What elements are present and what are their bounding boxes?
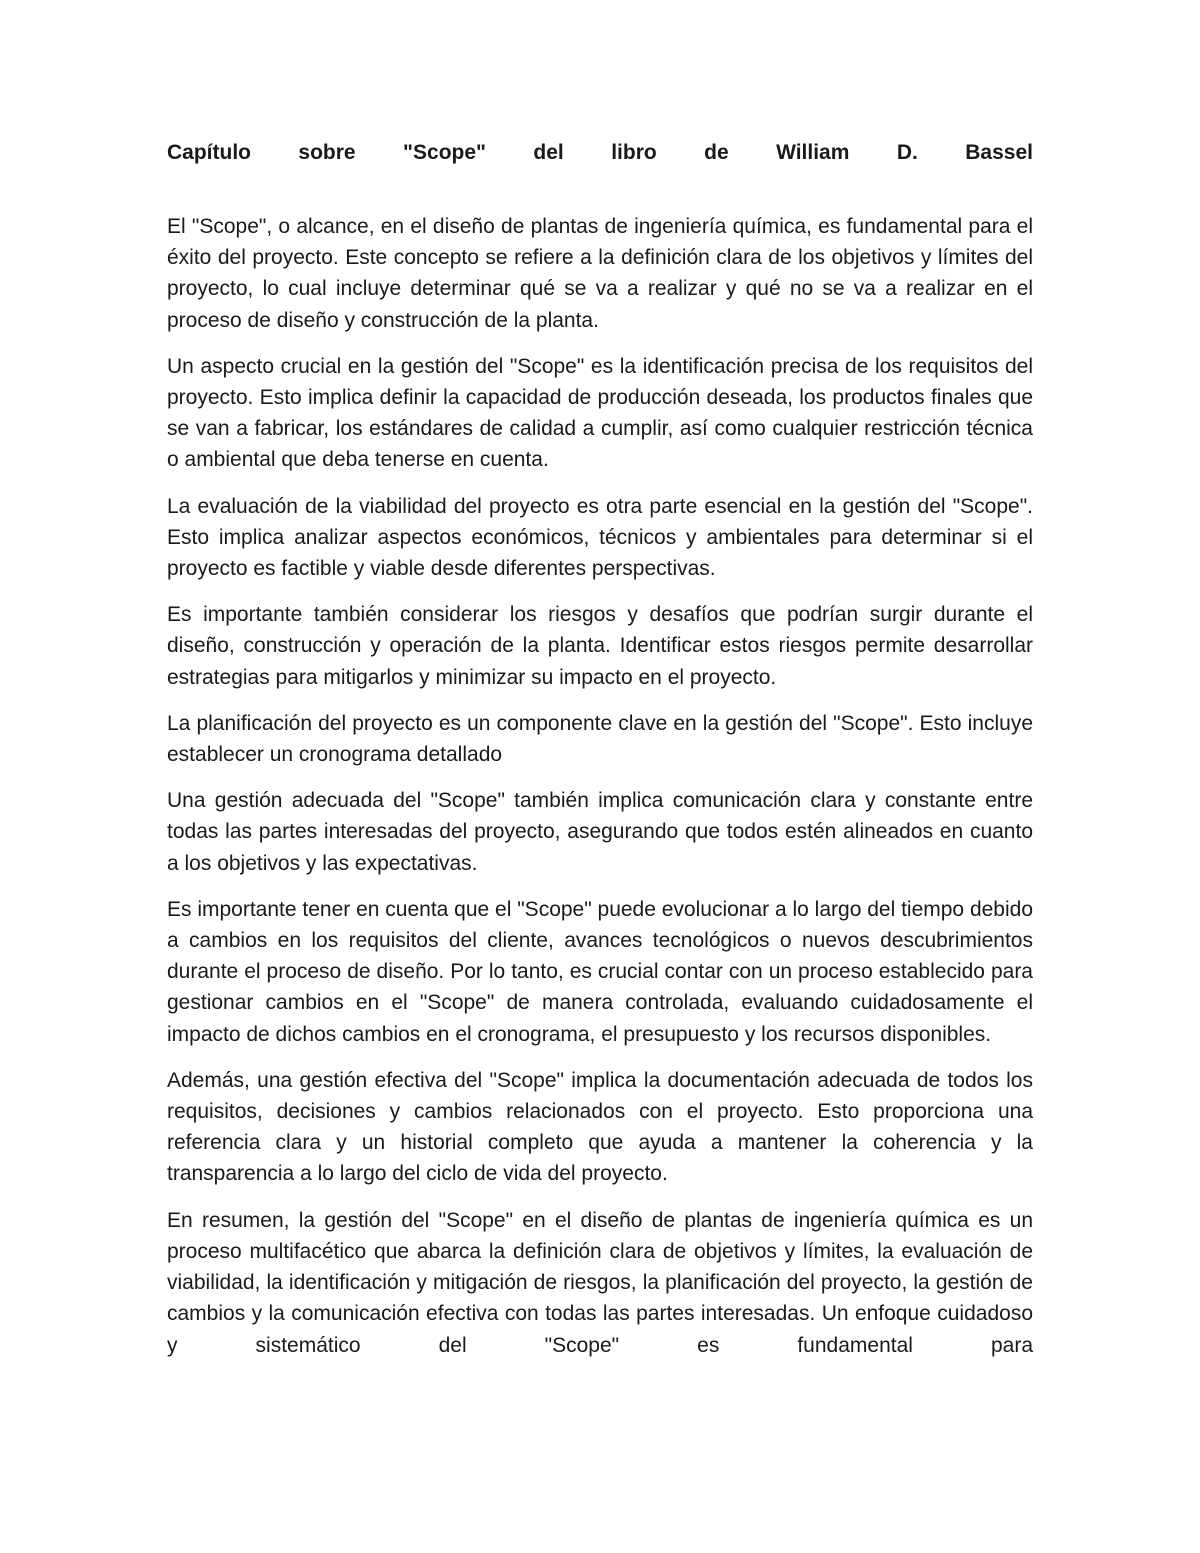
paragraph-5: La planificación del proyecto es un componente clave en la gestión del "Scope". Esto incluye establecer un cronograma detallado <box>167 711 1033 767</box>
document-title: Capítulo sobre "Scope" del libro de William D. Bassel <box>167 141 1033 164</box>
paragraph-3: La evaluación de la viabilidad del proyecto es otra parte esencial en la gestión del "Scope". Esto implica analizar aspectos económicos, técnicos y ambientales para determinar si el proyecto es factible y viable desde diferentes perspectivas. <box>167 494 1033 581</box>
paragraph-7: Es importante tener en cuenta que el "Scope" puede evolucionar a lo largo del tiempo debido a cambios en los requisitos del cliente, avances tecnológicos o nuevos descubrimientos durante el proceso de diseño. Por lo tanto, es crucial contar con un proceso establecido para gestionar cambios en el "Scope" de manera controlada, evaluando cuidadosamente el impacto de dichos cambios en el cronograma, el presupuesto y los recursos disponibles. <box>167 897 1033 1046</box>
paragraph-4: Es importante también considerar los riesgos y desafíos que podrían surgir durante el diseño, construcción y operación de la planta. Identificar estos riesgos permite desarrollar estrategias para mitigarlos y minimizar su impacto en el proyecto. <box>167 603 1033 689</box>
paragraph-1: El "Scope", o alcance, en el diseño de plantas de ingeniería química, es fundamental para el éxito del proyecto. Este concepto se refiere a la definición clara de los objetivos y límites del proyecto, lo cual incluye determinar qué se va a realizar y qué no se va a realizar en el proceso de diseño y construcción de la planta. <box>167 215 1033 332</box>
paragraph-9: En resumen, la gestión del "Scope" en el diseño de plantas de ingeniería química es un proceso multifacético que abarca la definición clara de objetivos y límites, la evaluación de viabilidad, la identificación y mitigación de riesgos, la planificación del proyecto, la gestión de cambios y la comunicación efectiva con todas las partes interesadas. Un enfoque cuidadoso y sistemático del "Scope" es fundamental para <box>167 1208 1033 1357</box>
paragraph-6: Una gestión adecuada del "Scope" también implica comunicación clara y constante entre todas las partes interesadas del proyecto, asegurando que todos estén alineados en cuanto a los objetivos y las expectativas. <box>167 789 1033 875</box>
paragraph-8: Además, una gestión efectiva del "Scope" implica la documentación adecuada de todos los requisitos, decisiones y cambios relacionados con el proyecto. Esto proporciona una referencia clara y un historial completo que ayuda a mantener la coherencia y la transparencia a lo largo del ciclo de vida del proyecto. <box>167 1068 1033 1186</box>
document-page <box>167 137 1033 1361</box>
paragraph-2: Un aspecto crucial en la gestión del "Scope" es la identificación precisa de los requisitos del proyecto. Esto implica definir la capacidad de producción deseada, los productos finales que se van a fabricar, los estándares de calidad a cumplir, así como cualquier restricción técnica o ambiental que deba tenerse en cuenta. <box>167 354 1033 472</box>
